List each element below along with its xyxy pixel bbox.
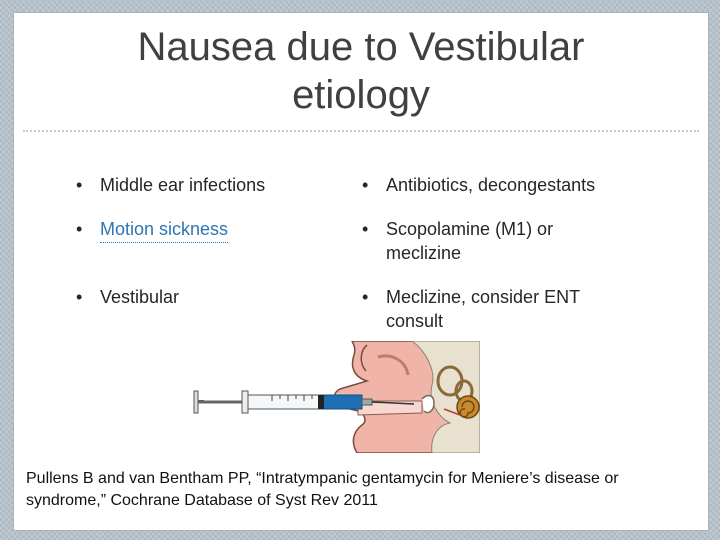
condition-item-motion-sickness[interactable] xyxy=(76,217,296,241)
treatment-text-line-1: Meclizine, consider ENT xyxy=(386,287,581,307)
bullet-icon: • xyxy=(76,175,83,195)
treatment-text: Antibiotics, decongestants xyxy=(386,175,596,195)
slide xyxy=(13,12,709,531)
citation-line-1: Pullens B and van Bentham PP, “Intratympanic gentamycin for Meniere’s disease or xyxy=(26,470,619,487)
slide-title xyxy=(14,23,708,119)
citation-line-2: syndrome,” Cochrane Database of Syst Rev 2011 xyxy=(26,492,378,509)
treatment-text-line-2: consult xyxy=(386,311,444,331)
citation xyxy=(26,468,716,512)
treatment-text-line-2: meclizine xyxy=(386,243,462,263)
treatment-item-scopolamine xyxy=(362,217,662,265)
bullet-icon: • xyxy=(362,287,369,307)
bullet-icon: • xyxy=(362,175,369,195)
illustration-svg xyxy=(182,341,480,453)
treatment-text-line-1: Scopolamine (M1) or xyxy=(386,219,554,239)
condition-text: Middle ear infections xyxy=(100,175,266,195)
title-line-2: etiology xyxy=(292,73,430,117)
conditions-list xyxy=(76,173,296,309)
condition-text: Vestibular xyxy=(100,287,180,307)
treatment-item-meclizine xyxy=(362,285,662,333)
treatments-list xyxy=(362,173,662,333)
condition-link[interactable]: Motion sickness xyxy=(100,219,228,243)
bullet-icon: • xyxy=(76,287,83,307)
bullet-icon: • xyxy=(76,219,83,239)
title-line-1: Nausea due to Vestibular xyxy=(137,25,585,69)
bullet-icon: • xyxy=(362,219,369,239)
condition-item-middle-ear xyxy=(76,173,296,197)
intratympanic-injection-illustration xyxy=(182,341,480,453)
title-divider xyxy=(23,130,699,132)
condition-item-vestibular xyxy=(76,285,296,309)
treatment-item-antibiotics xyxy=(362,173,662,197)
